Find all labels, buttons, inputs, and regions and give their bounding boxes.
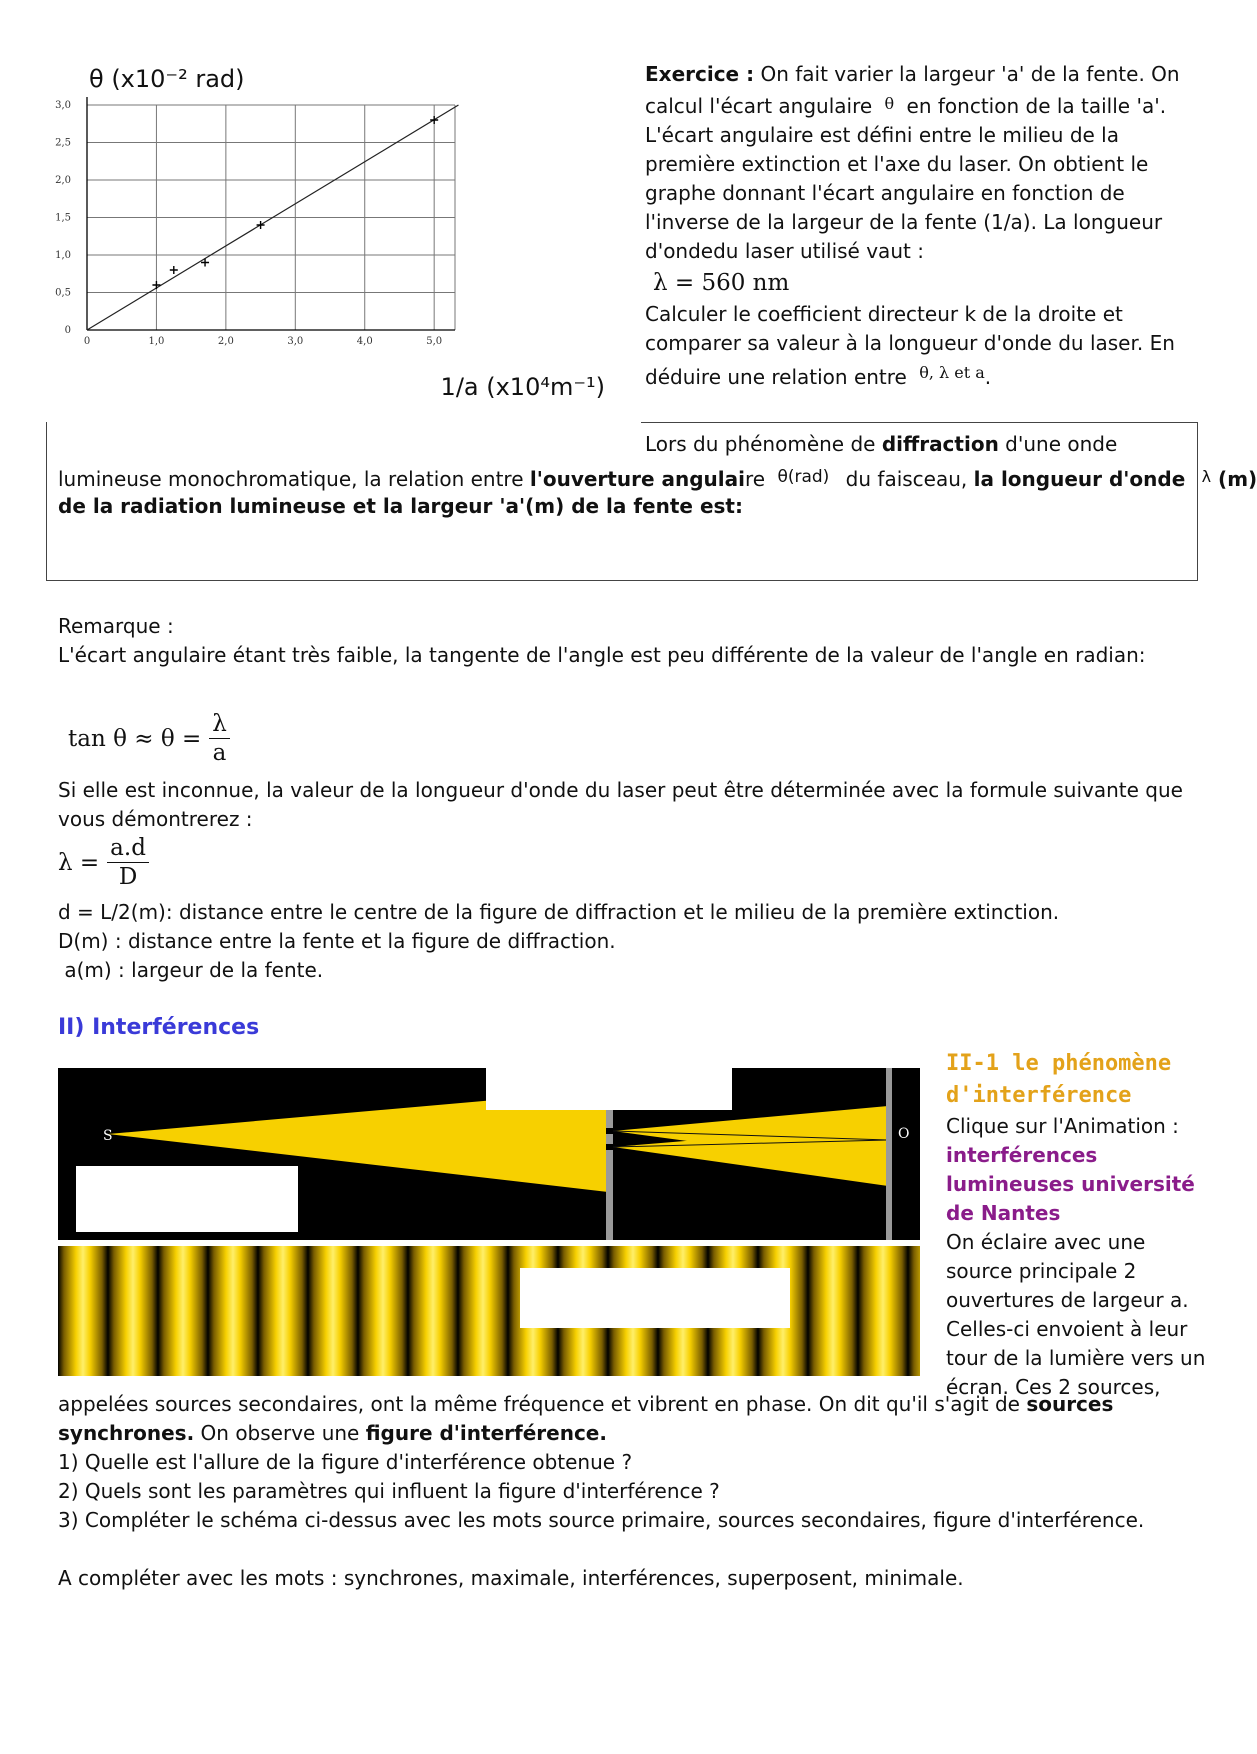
x-tick-label-3: 3,0 bbox=[287, 336, 304, 347]
ii1-p2a: appelées sources secondaires, ont la même fréquence et vibrent en phase. On dit qu'il s'agit de bbox=[58, 1392, 1027, 1416]
box-theta-rad: θ(rad) bbox=[777, 467, 830, 487]
box-l2h: (m) bbox=[1211, 467, 1257, 491]
theta-vs-inverse-width-chart bbox=[45, 55, 625, 400]
formula-tan bbox=[68, 710, 230, 767]
x-tick-label-0: 0 bbox=[83, 336, 91, 347]
complete-words: A compléter avec les mots : synchrones, maximale, interférences, superposent, minimale. bbox=[58, 1566, 964, 1590]
ii1-text-2 bbox=[58, 1390, 1198, 1448]
def-a: a(m) : largeur de la fente. bbox=[58, 958, 324, 982]
remark-text: L'écart angulaire étant très faible, la tangente de l'angle est peu différente de la valeur de l'angle en radian: bbox=[58, 643, 1146, 667]
def-D: D(m) : distance entre la fente et la figure de diffraction. bbox=[58, 929, 616, 953]
y-tick-label-4: 2,0 bbox=[55, 175, 71, 186]
interference-setup-diagram bbox=[58, 1068, 920, 1240]
box-diffraction-word: diffraction bbox=[881, 432, 999, 456]
question-3: 3) Compléter le schéma ci-dessus avec les mots source primaire, sources secondaires, figure d'interférence. bbox=[58, 1508, 1145, 1532]
ii1-p2c: On observe une bbox=[194, 1421, 366, 1445]
box-l1a: Lors du phénomène de bbox=[645, 432, 882, 456]
box-l2e: du faisceau, bbox=[839, 467, 974, 491]
box-line-3: de la radiation lumineuse et la largeur 'a'(m) de la fente est: bbox=[58, 494, 743, 518]
y-tick-label-3: 1,5 bbox=[55, 212, 71, 224]
x-tick-label-4: 4,0 bbox=[356, 336, 373, 347]
formula-tan-den: a bbox=[212, 740, 227, 766]
formula-lambda-left: λ = bbox=[58, 849, 100, 876]
exercise-p2: en fonction de la taille 'a'. L'écart angulaire est défini entre le milieu de la première extinction et l'axe du laser. On obtient le graphe donnant l'écart angulaire en fonction de l'inverse de la largeur de la fente (1/a). La longueur d'ondedu laser utilisé vaut : bbox=[645, 94, 1167, 263]
box-l2c: re bbox=[744, 467, 766, 491]
section-interferences-title: II) Interférences bbox=[58, 1015, 260, 1040]
box-l2a: lumineuse monochromatique, la relation entre bbox=[58, 467, 530, 491]
remark-p2: Si elle est inconnue, la valeur de la longueur d'onde du laser peut être déterminée avec la formule suivante que vous démontrerez : bbox=[58, 778, 1183, 831]
box-l2b: l'ouverture angulai bbox=[529, 467, 745, 491]
def-d: d = L/2(m): distance entre le centre de la figure de diffraction et le milieu de la première extinction. bbox=[58, 900, 1060, 924]
y-tick-label-2: 1,0 bbox=[55, 250, 71, 261]
formula-tan-left: tan θ ≈ θ = bbox=[68, 725, 202, 752]
interference-fringe-pattern bbox=[58, 1246, 920, 1376]
box-line-1 bbox=[645, 430, 1117, 459]
slit-lower bbox=[606, 1144, 613, 1150]
x-axis-label: 1/a (x10⁴m⁻¹) bbox=[440, 373, 605, 401]
formula-lambda-fraction bbox=[107, 834, 149, 891]
ii1-text-1: On éclaire avec une source principale 2 ouvertures de largeur a. Celles-ci envoient à leur tour de la lumière vers un écran. Ces 2 sources, bbox=[946, 1230, 1206, 1399]
formula-lambda bbox=[58, 834, 149, 891]
box-lambda: λ bbox=[1201, 467, 1212, 486]
x-tick-label-1: 1,0 bbox=[148, 336, 165, 347]
formula-tan-fraction bbox=[209, 710, 230, 767]
source-label-s: S bbox=[103, 1128, 113, 1144]
y-tick-label-5: 2,5 bbox=[55, 137, 71, 149]
observation-screen bbox=[886, 1068, 892, 1240]
subsection-ii-1 bbox=[946, 1048, 1206, 1402]
formula-lambda-num: a.d bbox=[107, 834, 149, 863]
box-line-2 bbox=[58, 462, 1257, 494]
label-blank-left bbox=[76, 1166, 298, 1232]
fringe-label-blank bbox=[520, 1268, 790, 1328]
y-tick-label-1: 0,5 bbox=[55, 287, 71, 299]
slit-upper bbox=[606, 1128, 613, 1134]
x-tick-label-5: 5,0 bbox=[426, 336, 443, 347]
box-l1c: d'une onde bbox=[998, 432, 1118, 456]
subsection-ii-1-title: II-1 le phénomène d'interférence bbox=[946, 1051, 1172, 1108]
data-point-0 bbox=[152, 281, 160, 289]
exercise-p1: On fait varier la largeur 'a' de la fente. On calcul l'écart angulaire bbox=[645, 62, 1180, 118]
y-tick-label-0: 0 bbox=[64, 325, 71, 336]
animation-link[interactable]: interférences lumineuses université de Nantes bbox=[946, 1143, 1195, 1225]
x-tick-label-2: 2,0 bbox=[217, 336, 234, 347]
data-point-3 bbox=[257, 221, 265, 229]
box-l2f: la longueur d'onde bbox=[973, 467, 1186, 491]
interference-setup-svg bbox=[58, 1068, 920, 1240]
exercise-end: . bbox=[984, 365, 992, 389]
exercise-text bbox=[645, 60, 1190, 392]
synchronous-sources: sources synchrones. bbox=[58, 1392, 1114, 1445]
lambda-value: λ = 560 nm bbox=[653, 270, 790, 296]
data-point-1 bbox=[170, 266, 178, 274]
y-axis-label: θ (x10⁻² rad) bbox=[89, 65, 245, 93]
theta-symbol: θ bbox=[884, 94, 895, 113]
interference-figure: figure d'interférence. bbox=[365, 1421, 607, 1445]
question-1: 1) Quelle est l'allure de la figure d'interférence obtenue ? bbox=[58, 1450, 633, 1474]
animation-prompt: Clique sur l'Animation : bbox=[946, 1114, 1179, 1138]
remark-title: Remarque : bbox=[58, 614, 174, 638]
exercise-p3: Calculer le coefficient directeur k de la droite et comparer sa valeur à la longueur d'onde du laser. En déduire une relation entre bbox=[645, 302, 1175, 389]
chart-svg bbox=[45, 55, 625, 400]
label-blank-top bbox=[486, 1068, 732, 1110]
data-point-4 bbox=[430, 116, 438, 124]
y-tick-label-6: 3,0 bbox=[55, 100, 71, 111]
point-label-o: O bbox=[898, 1126, 910, 1142]
relation-vars: θ, λ et a bbox=[919, 363, 985, 382]
exercise-label: Exercice : bbox=[645, 62, 755, 86]
formula-tan-num: λ bbox=[209, 710, 230, 739]
formula-lambda-den: D bbox=[118, 864, 138, 890]
question-2: 2) Quels sont les paramètres qui influent la figure d'interférence ? bbox=[58, 1479, 720, 1503]
